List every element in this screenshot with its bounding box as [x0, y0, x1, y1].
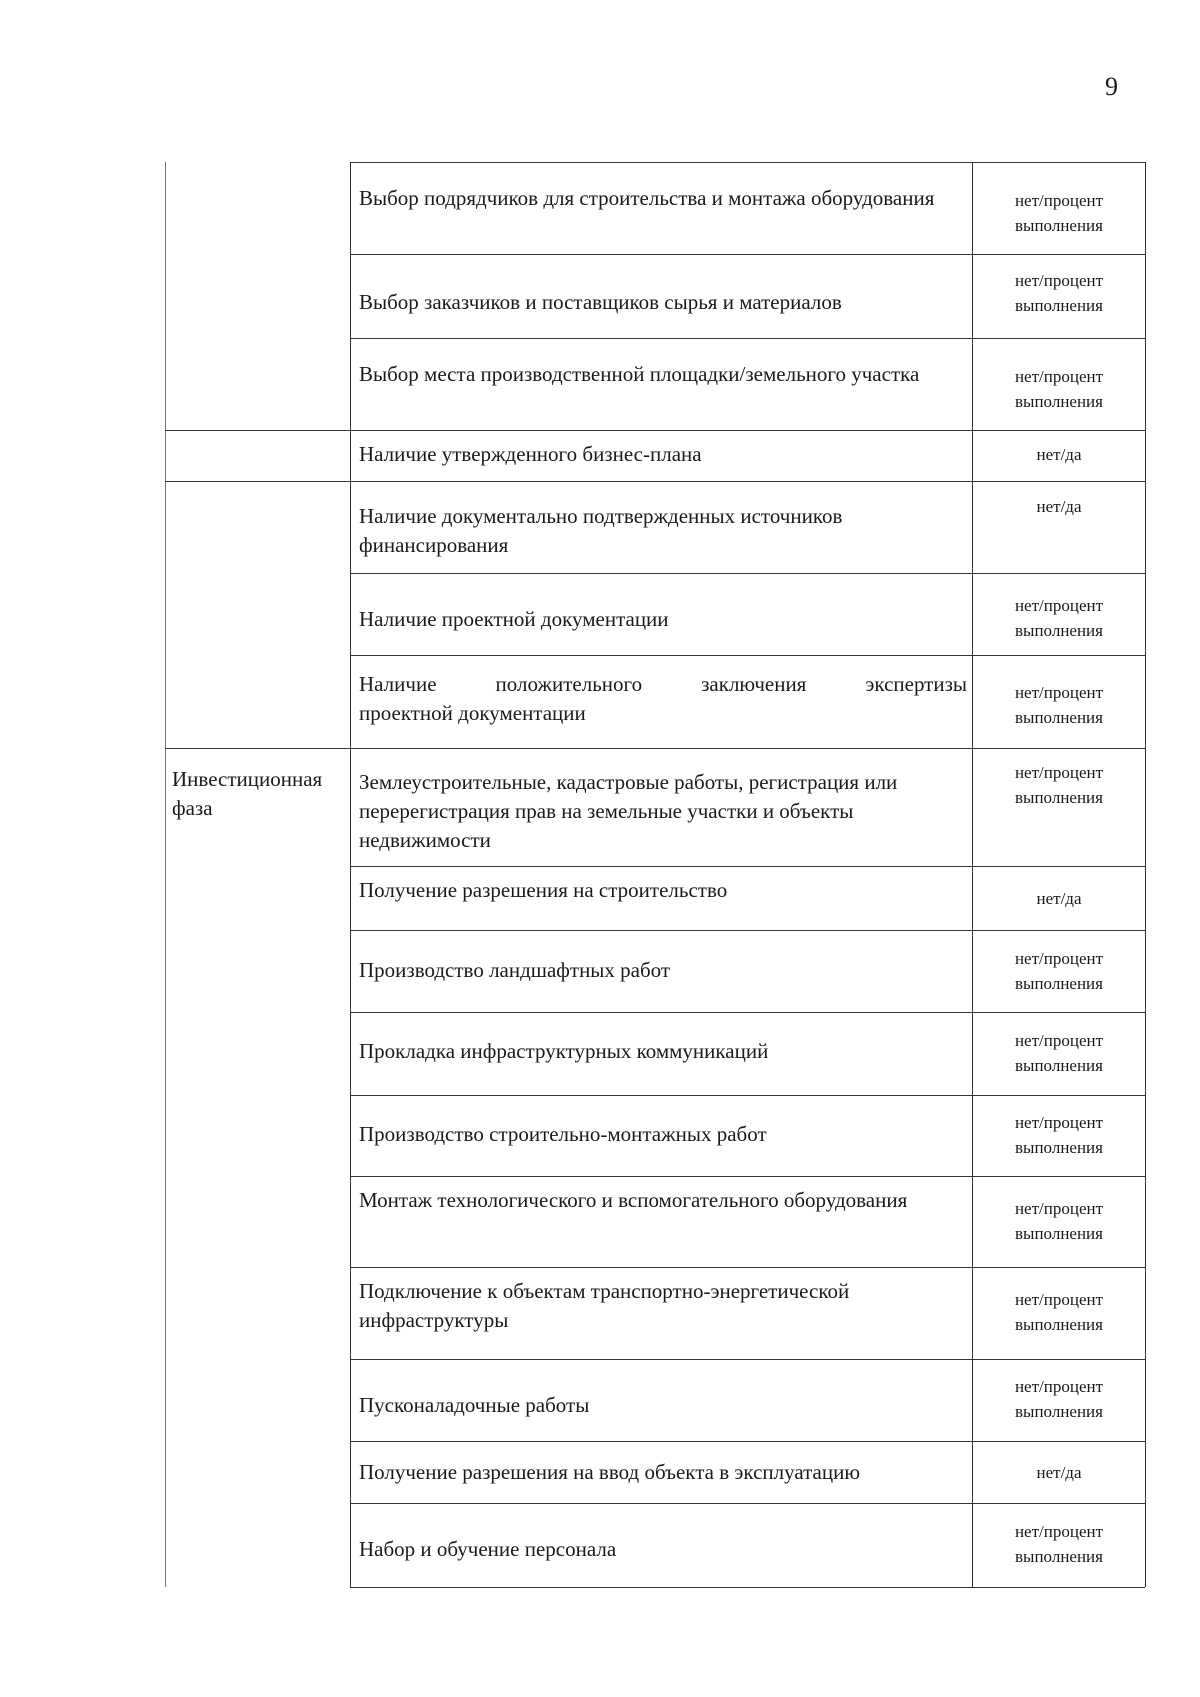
table-row-status: нет/процент выполнения [1014, 1522, 1104, 1566]
table-row-status: нет/процент выполнения [1014, 1031, 1104, 1075]
table-row-status: нет/процент выполнения [1014, 367, 1104, 411]
table-row-status: нет/процент выполнения [1014, 191, 1104, 235]
table-row-task: Набор и обучение персонала [359, 1537, 617, 1561]
table-row-status: нет/процент выполнения [1014, 1377, 1104, 1421]
table-row-status: нет/процент выполнения [1014, 1113, 1104, 1157]
table-row-status: нет/процент выполнения [1014, 949, 1104, 993]
table-row-status: нет/процент выполнения [1014, 763, 1104, 807]
table-row-task: Подключение к объектам транспортно-энергетической инфраструктуры [359, 1279, 850, 1332]
table-row-task: Производство ландшафтных работ [359, 958, 671, 982]
table-row-status: нет/да [1036, 889, 1082, 908]
table-row-status: нет/процент выполнения [1014, 683, 1104, 727]
table-row-status: нет/процент выполнения [1014, 1290, 1104, 1334]
table-row-task: Прокладка инфраструктурных коммуникаций [359, 1039, 769, 1063]
phase-label: Инвестиционная фаза [172, 767, 323, 820]
table-row-status: нет/да [1036, 445, 1082, 464]
table-row-status: нет/да [1036, 1463, 1082, 1482]
table-row-task: Выбор заказчиков и поставщиков сырья и материалов [359, 290, 842, 314]
table-row-task: Выбор места производственной площадки/земельного участка [359, 362, 920, 386]
table-row-task: Наличие положительного заключения экспертизы проектной документации [359, 672, 967, 725]
table-row-status: нет/процент выполнения [1014, 596, 1104, 640]
table-row-task: Наличие утвержденного бизнес-плана [359, 442, 702, 466]
table-row-task: Получение разрешения на ввод объекта в эксплуатацию [359, 1460, 861, 1484]
page-number: 9 [1105, 72, 1118, 101]
table-row-task: Наличие документально подтвержденных источников финансирования [359, 504, 843, 557]
table-row-status: нет/процент выполнения [1014, 271, 1104, 315]
table-row-task: Выбор подрядчиков для строительства и монтажа оборудования [359, 186, 935, 210]
table-row-task: Землеустроительные, кадастровые работы, регистрация или перерегистрация прав на земельные участки и объекты недвижимости [359, 770, 898, 852]
table-row-task: Монтаж технологического и вспомогательного оборудования [359, 1188, 908, 1212]
table-row-task: Получение разрешения на строительство [359, 878, 728, 902]
table-row-task: Наличие проектной документации [359, 607, 669, 631]
table-row-task: Производство строительно-монтажных работ [359, 1122, 767, 1146]
table-row-status: нет/да [1036, 497, 1082, 516]
table-row-task: Пусконаладочные работы [359, 1393, 590, 1417]
table-row-status: нет/процент выполнения [1014, 1199, 1104, 1243]
